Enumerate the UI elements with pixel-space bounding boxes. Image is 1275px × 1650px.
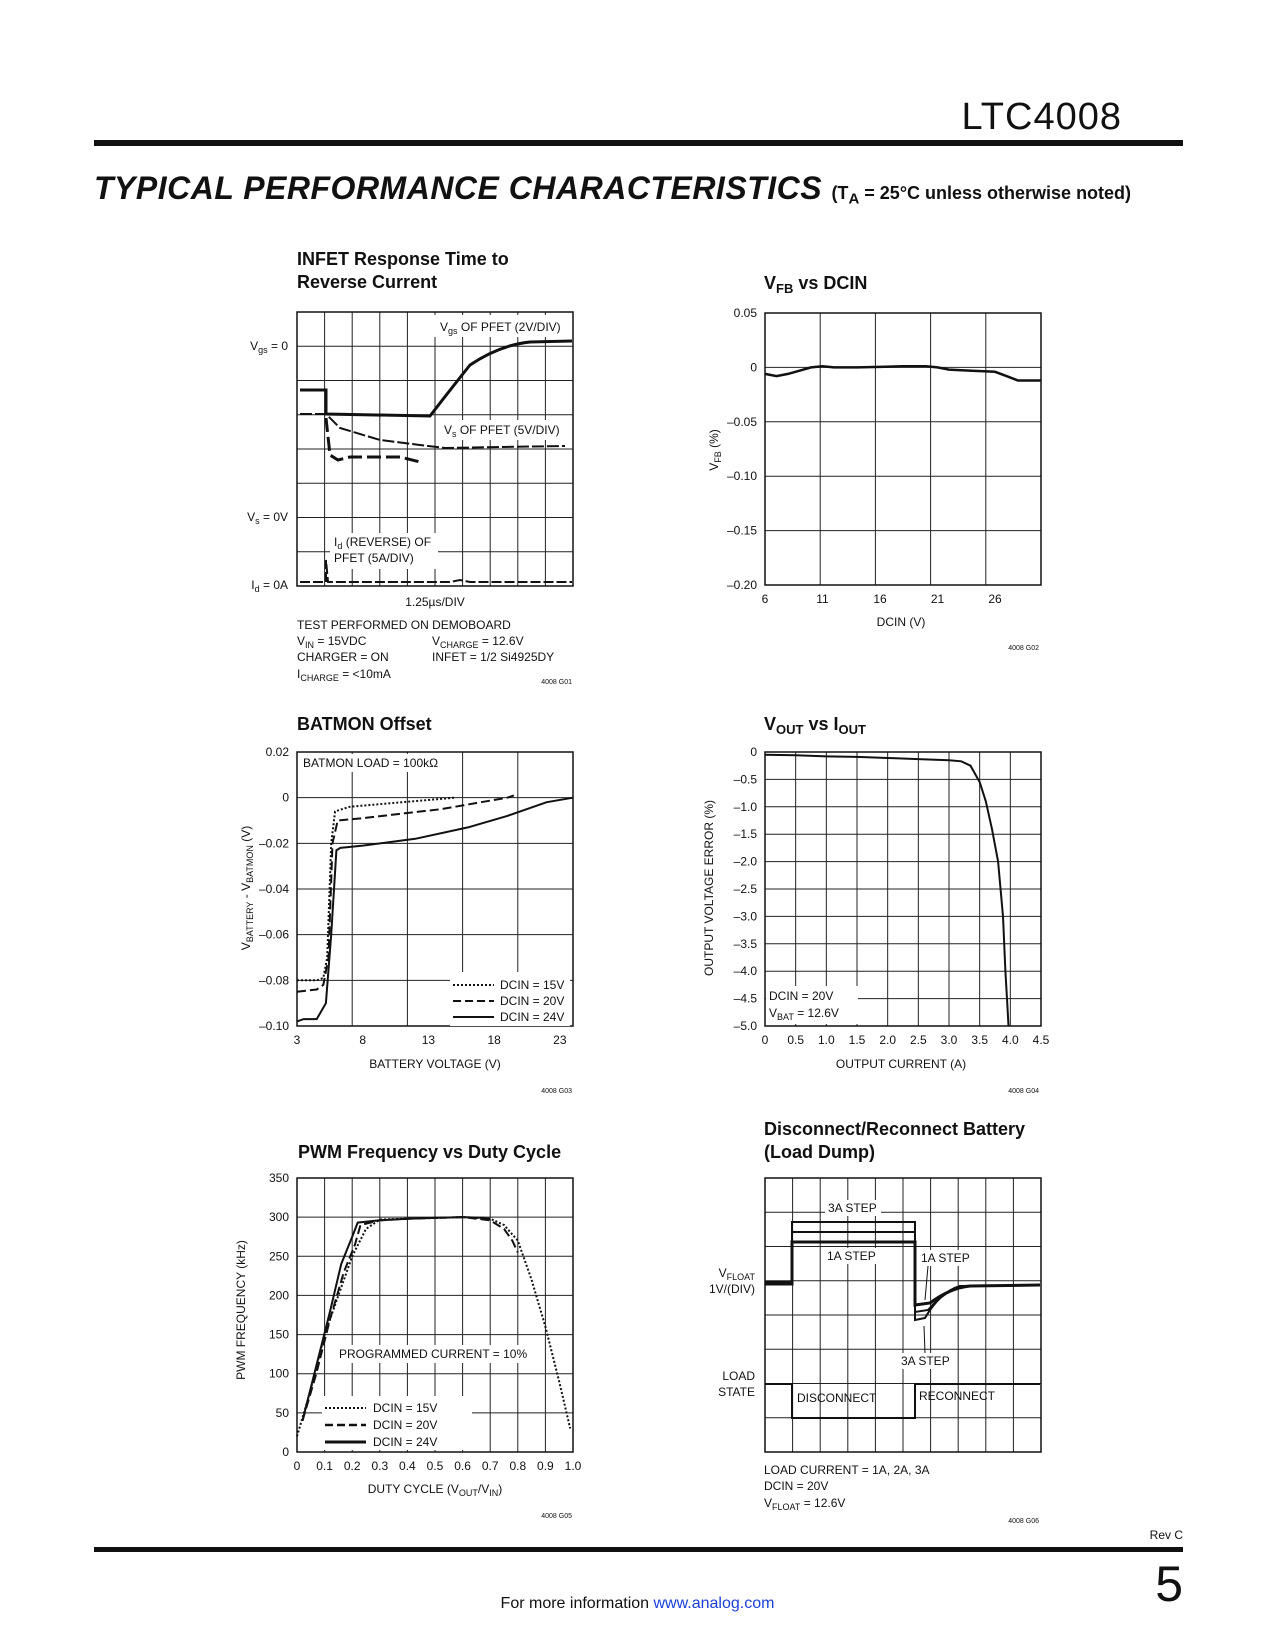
g05-plot-ytick: 300 [268,1210,289,1225]
g06-ann-3a-top: 3A STEP [828,1201,877,1215]
g05-plot-xtick: 0.1 [316,1459,333,1473]
chart-g02 [707,273,1041,652]
g03-plot-ytick: 0 [282,790,289,805]
section-title-text: TYPICAL PERFORMANCE CHARACTERISTICS [94,170,823,206]
g01-ann-id-2: PFET (5A/DIV) [334,551,414,565]
g02-plot-ytick: –0.10 [726,469,757,484]
g01-ann-vgs: $V_{gs}$ OF PFET (2V/DIV) [440,320,561,336]
footer-text: For more information [500,1595,654,1612]
part-number: LTC4008 [961,96,1122,138]
g05-legend-20: DCIN = 20V [373,1418,438,1432]
g01-note-2: $V_{IN} = 15VDC$ [297,634,367,650]
g02-plot-xtick: 16 [873,592,887,606]
g06-ann-1a-right: 1A STEP [921,1251,970,1265]
conditions-note: ($T_A = 25^\circ C$ unless otherwise noted) [831,183,1132,208]
chart-g04 [702,714,1050,1095]
g04-plot-ytick: –1.5 [733,827,757,842]
g02-figure-id: 4008 G02 [1008,645,1039,652]
g01-trace-vs2 [326,418,420,462]
g03-title: BATMON Offset [297,714,432,734]
g05-figure-id: 4008 G05 [541,1513,572,1520]
g05-plot-xtick: 0.8 [509,1459,527,1473]
g01-figure-id: 4008 G01 [541,679,572,686]
g01-title-1: INFET Response Time to [297,249,509,269]
g05-legend-24: DCIN = 24V [373,1435,438,1449]
g01-note-3: $V_{CHARGE} = 12.6V$ [432,634,524,650]
g05-plot-series-1 [303,1217,518,1421]
g02-plot-xtick: 6 [761,592,769,606]
g03-figure-id: 4008 G03 [541,1088,572,1095]
chart-g03 [239,714,573,1095]
g01-note-5: INFET = 1/2 Si4925DY [432,650,555,664]
g04-plot-ytick: –0.5 [733,772,757,787]
g06-note-3: $V_{FLOAT} = 12.6V$ [764,1496,846,1512]
footer-link[interactable]: www.analog.com [653,1595,775,1612]
g04-plot-series-0 [765,755,1009,1026]
g03-plot-ytick: –0.06 [258,927,289,942]
g05-plot-xtick: 0 [293,1459,301,1473]
g04-plot-ytick: –4.0 [733,964,757,979]
g01-note-1: TEST PERFORMED ON DEMOBOARD [297,618,511,632]
g02-plot-ytick: –0.20 [726,578,757,592]
g06-figure-id: 4008 G06 [1008,1518,1039,1525]
g04-ann-1: DCIN = 20V [769,989,834,1003]
g05-annotation: PROGRAMMED CURRENT = 10% [339,1347,528,1361]
g03-xlabel: BATTERY VOLTAGE (V) [369,1057,501,1071]
g01-ylabel-id: $I_d = 0A$ [251,578,288,594]
g05-plot-xtick: 1.0 [564,1459,582,1473]
g03-plot-xtick: 3 [293,1033,301,1047]
g03-plot-ytick: 0.02 [265,745,289,759]
g04-plot-ytick: –3.0 [733,909,757,924]
g05-plot-ytick: 200 [268,1288,289,1303]
g05-plot-ytick: 50 [275,1405,289,1420]
g04-plot-ytick: –2.5 [733,882,757,896]
g05-plot-ytick: 350 [268,1171,289,1185]
g01-ylabel-vs: $V_s = 0V$ [247,510,288,526]
g05-plot-ytick: 100 [268,1366,289,1381]
g02-plot-ytick: –0.05 [726,414,757,429]
g05-plot-ytick: 0 [282,1445,289,1459]
g05-ylabel: PWM FREQUENCY (kHz) [234,1240,248,1380]
g01-ylabel-vgs: $V_{gs} = 0$ [250,339,288,355]
g04-plot-ytick: –2.0 [733,854,757,869]
g05-plot-ytick: 250 [268,1249,289,1264]
g03-plot-xtick: 18 [487,1033,501,1047]
g04-plot-ytick: –4.5 [733,991,757,1006]
g03-annotation: BATMON LOAD = 100kΩ [303,756,439,770]
g01-xdiv: 1.25µs/DIV [405,595,465,609]
g04-plot-xtick: 0 [761,1033,769,1047]
g01-ann-id-1: $I_d$ (REVERSE) OF [334,535,432,551]
g05-plot-xtick: 0.4 [399,1459,416,1473]
footer [0,1595,1275,1613]
g04-plot-xtick: 0.5 [787,1033,805,1047]
g02-plot-ytick: 0.05 [733,306,757,320]
g02-plot-xtick: 21 [930,592,945,606]
g03-plot-xtick: 23 [553,1033,567,1047]
g03-plot-ytick: –0.10 [258,1019,289,1033]
g04-plot-xtick: 2.5 [909,1033,927,1047]
chart-g05 [234,1142,582,1520]
g03-plot-ytick: –0.04 [258,882,289,896]
g06-ann-1a-left: 1A STEP [827,1249,876,1263]
g06-grid [765,1178,1041,1452]
g04-figure-id: 4008 G04 [1008,1088,1039,1095]
g01-title-2: Reverse Current [297,272,438,292]
g02-plot-series-0 [765,366,1041,380]
g03-plot-xtick: 8 [359,1033,367,1047]
chart-g06 [709,1119,1041,1525]
g01-ann-vs: $V_s$ OF PFET (5V/DIV) [444,423,560,439]
g01-note-6: $I_{CHARGE} = <10mA$ [297,667,391,683]
g02-plot-xtick: 26 [988,592,1002,606]
g05-title: PWM Frequency vs Duty Cycle [298,1142,562,1162]
g06-ylabel-load: LOAD [722,1369,755,1383]
g04-ann-2: $V_{BAT} = 12.6V$ [769,1006,839,1022]
g04-plot-ytick: –1.0 [733,799,757,814]
g06-ann-reconnect: RECONNECT [919,1389,996,1403]
g05-legend-15: DCIN = 15V [373,1401,438,1415]
g06-ylabel-state: STATE [718,1385,755,1399]
chart-g01 [247,249,573,686]
g04-plot-xtick: 3.0 [940,1033,958,1047]
g02-title: $V_{FB}$ vs DCIN [764,273,868,296]
g05-xlabel: DUTY CYCLE $(V_{OUT}/V_{IN})$ [367,1482,503,1498]
g06-title-1: Disconnect/Reconnect Battery [764,1119,1026,1139]
g04-plot-ytick: –5.0 [733,1019,757,1033]
g04-plot-xtick: 4.0 [1001,1033,1019,1047]
g03-legend-24: DCIN = 24V [500,1010,565,1024]
g02-plot-ytick: –0.15 [726,523,757,538]
g04-ylabel: OUTPUT VOLTAGE ERROR (%) [702,799,716,977]
g05-plot-xtick: 0.3 [371,1459,389,1473]
g01-trace-vgs [300,341,572,416]
g03-plot-ytick: –0.08 [258,973,289,988]
g01-note-4: CHARGER = ON [297,650,389,664]
g06-note-2: DCIN = 20V [764,1479,829,1493]
g04-plot-ytick: –3.5 [733,936,757,951]
g04-xlabel: OUTPUT CURRENT (A) [835,1057,967,1071]
g04-plot-xtick: 4.5 [1032,1033,1050,1047]
bottom-rule [94,1547,1183,1552]
g03-plot-ytick: –0.02 [258,836,289,851]
g05-plot-xtick: 0.7 [481,1459,499,1473]
g03-legend-15: DCIN = 15V [500,978,565,992]
g02-plot-xtick: 11 [816,592,829,606]
g06-ann-3a-bottom: 3A STEP [901,1354,950,1368]
g06-title-2: (Load Dump) [764,1142,875,1162]
g04-plot-xtick: 1.5 [848,1033,866,1047]
g05-plot-xtick: 0.5 [426,1459,444,1473]
g02-plot [727,306,1041,606]
g05-plot-xtick: 0.6 [454,1459,471,1473]
g04-plot-xtick: 2.0 [879,1033,897,1047]
g04-plot-xtick: 1.0 [817,1033,835,1047]
g06-ann-1a-right-pointer [925,1266,928,1300]
g02-ylabel: $V_{FB}$ (%) [707,429,723,471]
g04-title: $V_{OUT}$ vs $I_{OUT}$ [764,714,866,737]
g06-ylabel-div: 1V/(DIV) [708,1282,755,1296]
g02-xlabel: DCIN (V) [876,615,926,629]
g02-plot-frame [765,313,1041,585]
revision: Rev C [1149,1528,1183,1542]
g05-plot-ytick: 150 [268,1327,289,1342]
g03-legend-20: DCIN = 20V [500,994,565,1008]
g05-plot-xtick: 0.9 [537,1459,554,1473]
g04-plot-ytick: 0 [750,745,757,759]
g04-plot-xtick: 3.5 [971,1033,989,1047]
g03-ylabel: $V_{BATTERY} - V_{BATMON}$ (V) [239,825,255,951]
g06-ylabel-vfloat: $V_{FLOAT}$ [718,1266,755,1282]
page-number: 5 [1155,1556,1183,1612]
g02-plot-ytick: 0 [750,360,757,375]
g06-note-1: LOAD CURRENT = 1A, 2A, 3A [764,1463,930,1477]
g06-ann-disconnect: DISCONNECT [797,1391,877,1405]
g03-plot-xtick: 13 [421,1033,436,1047]
g05-plot-xtick: 0.2 [343,1459,361,1473]
